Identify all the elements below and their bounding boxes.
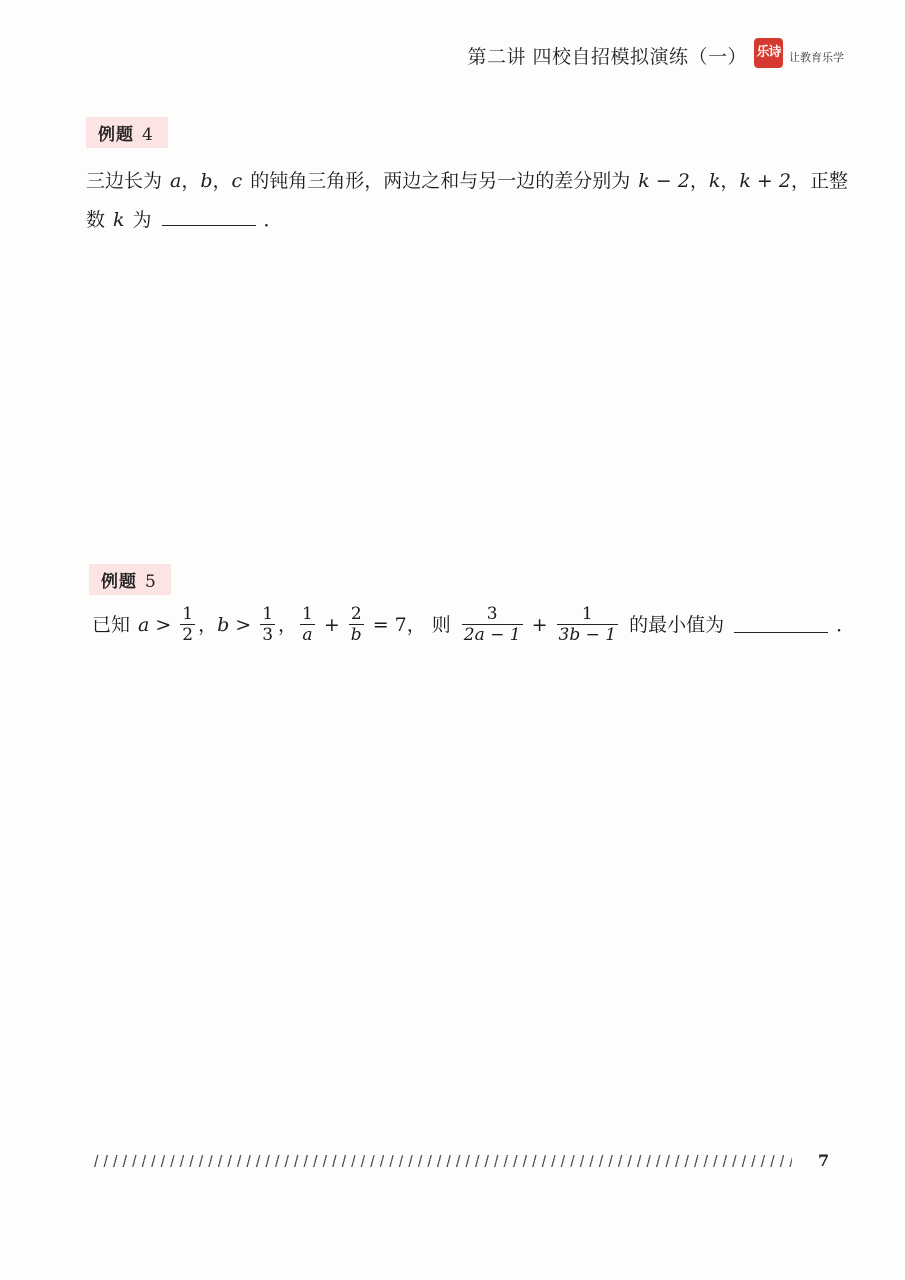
example-5-text	[92, 604, 855, 646]
plus: +	[323, 613, 340, 636]
numerator: 3	[486, 604, 498, 624]
text: 数	[86, 209, 106, 231]
denominator: b	[350, 625, 362, 645]
text: 已知	[92, 613, 131, 636]
var-k: k	[708, 170, 721, 192]
greater-than: >	[155, 613, 172, 636]
page-header	[0, 38, 905, 74]
plus: +	[531, 613, 548, 636]
comma: ，	[790, 170, 810, 192]
example-label-text: 例题	[101, 572, 137, 592]
denominator: 2	[182, 625, 194, 645]
fraction-1-over-3b-1	[557, 604, 619, 646]
numerator: 1	[302, 604, 313, 624]
var-c: c	[231, 170, 243, 192]
fraction-one-over-a	[300, 604, 315, 646]
example-4-text-line1	[86, 172, 848, 191]
comma: ，	[181, 170, 201, 192]
example-4-text-line2	[86, 211, 283, 230]
fraction-3-over-2a-1	[462, 604, 523, 646]
denominator: a	[302, 625, 313, 645]
comma: ，	[212, 170, 232, 192]
var-k: k	[113, 209, 125, 231]
numerator: 1	[182, 604, 194, 624]
expr-k-minus-2: k − 2	[638, 170, 690, 192]
numerator: 1	[581, 604, 593, 624]
numerator: 2	[350, 604, 362, 624]
example-number: 4	[142, 125, 154, 145]
denominator: 3	[262, 625, 274, 645]
denominator: 2a − 1	[463, 625, 521, 645]
text: 的钝角三角形，两边之和与另一边的差分别为	[250, 170, 631, 192]
var-a: a	[138, 613, 150, 636]
greater-than: >	[235, 613, 252, 636]
text: 三边长为	[86, 170, 163, 192]
text: 为	[132, 209, 152, 231]
var-b: b	[217, 613, 230, 636]
text: 正整	[810, 170, 849, 192]
fraction-two-over-b	[349, 604, 364, 646]
denominator: 3b − 1	[558, 625, 617, 645]
answer-blank[interactable]	[162, 211, 256, 226]
equals-seven: = 7，	[372, 613, 426, 636]
comma: ，	[198, 613, 218, 636]
example-label-text: 例题	[98, 125, 134, 145]
var-b: b	[200, 170, 213, 192]
comma: ，	[689, 170, 709, 192]
expr-k-plus-2: k + 2	[739, 170, 791, 192]
text: 则	[431, 613, 451, 636]
comma: ，	[278, 613, 298, 636]
brand-logo: 乐诗	[754, 38, 783, 68]
example-5-label	[89, 564, 171, 595]
text: 的最小值为	[629, 613, 725, 636]
footer-dash-line	[92, 1155, 792, 1167]
numerator: 1	[262, 604, 274, 624]
example-number: 5	[145, 572, 157, 592]
page-number: 7	[818, 1151, 830, 1170]
fraction-one-third	[260, 604, 275, 646]
brand-slogan: 让教育乐学	[789, 51, 844, 64]
comma: ，	[720, 170, 740, 192]
chapter-title: 第二讲 四校自招模拟演练（一）	[467, 46, 747, 68]
fraction-one-half	[180, 604, 195, 646]
period: ．	[836, 613, 856, 636]
example-4-label	[86, 117, 168, 148]
var-a: a	[170, 170, 182, 192]
answer-blank[interactable]	[734, 618, 828, 633]
period: ．	[263, 209, 283, 231]
